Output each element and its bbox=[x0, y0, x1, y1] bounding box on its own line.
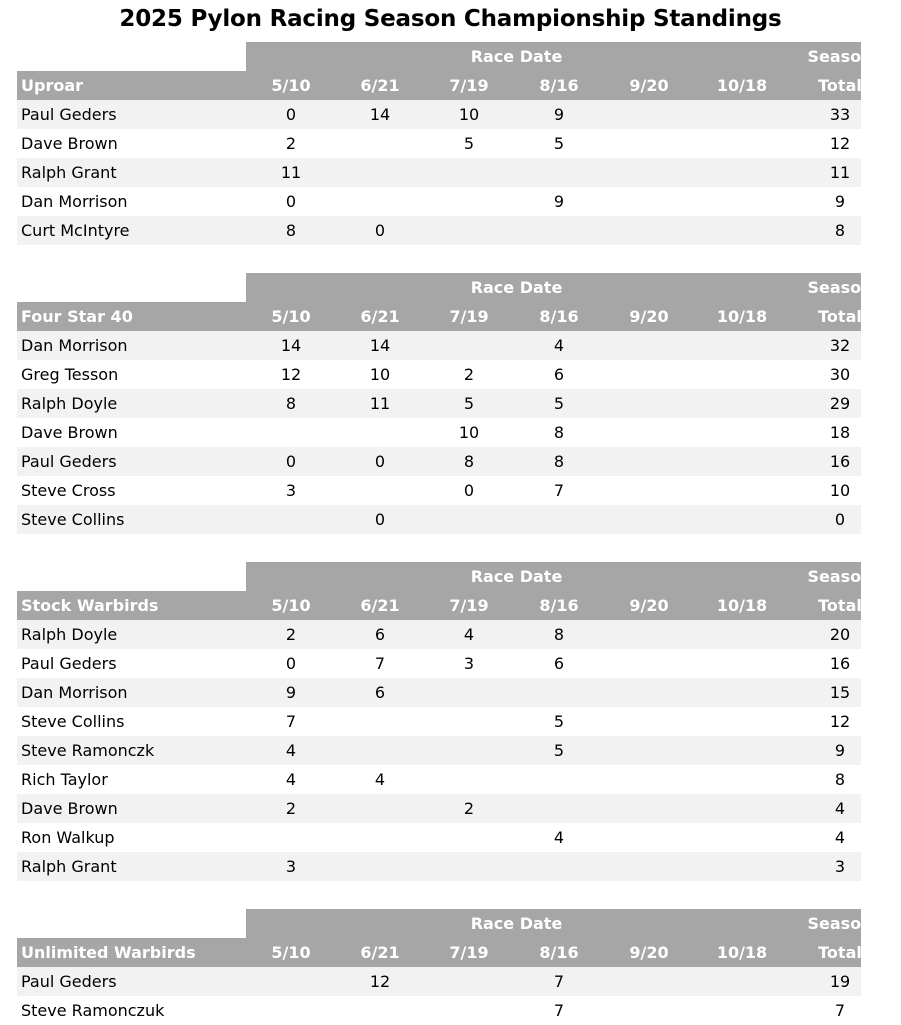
date-header: 10/18 bbox=[716, 76, 768, 95]
total-cell: 3 bbox=[834, 857, 846, 876]
total-cell: 8 bbox=[834, 221, 846, 240]
pilot-name: Rich Taylor bbox=[21, 770, 108, 789]
table-row bbox=[17, 447, 861, 476]
season-header: Season bbox=[807, 278, 873, 297]
table-row bbox=[17, 620, 861, 649]
pilot-name: Steve Collins bbox=[21, 510, 125, 529]
date-header: 9/20 bbox=[629, 76, 669, 95]
score-cell: 2 bbox=[463, 799, 475, 818]
score-cell: 14 bbox=[280, 336, 302, 355]
date-header: 8/16 bbox=[539, 943, 579, 962]
class-name: Stock Warbirds bbox=[21, 596, 159, 615]
total-cell: 10 bbox=[829, 481, 851, 500]
total-cell: 16 bbox=[829, 452, 851, 471]
score-cell: 9 bbox=[285, 683, 297, 702]
table-row bbox=[17, 852, 861, 881]
date-header: 5/10 bbox=[271, 943, 311, 962]
table-row bbox=[17, 967, 861, 996]
total-header: Total bbox=[818, 943, 862, 962]
score-cell: 0 bbox=[285, 654, 297, 673]
total-cell: 11 bbox=[829, 163, 851, 182]
score-cell: 4 bbox=[374, 770, 386, 789]
pilot-name: Dan Morrison bbox=[21, 683, 128, 702]
date-header: 9/20 bbox=[629, 596, 669, 615]
table-row bbox=[17, 996, 861, 1025]
table-row bbox=[17, 649, 861, 678]
class-name: Four Star 40 bbox=[21, 307, 133, 326]
pilot-name: Greg Tesson bbox=[21, 365, 119, 384]
score-cell: 6 bbox=[374, 625, 386, 644]
score-cell: 3 bbox=[463, 654, 475, 673]
score-cell: 11 bbox=[280, 163, 302, 182]
class-name: Uproar bbox=[21, 76, 84, 95]
date-header: 9/20 bbox=[629, 307, 669, 326]
score-cell: 2 bbox=[463, 365, 475, 384]
total-header: Total bbox=[818, 307, 862, 326]
score-cell: 9 bbox=[553, 105, 565, 124]
race-date-header: Race Date bbox=[470, 914, 563, 933]
score-cell: 0 bbox=[285, 452, 297, 471]
total-cell: 30 bbox=[829, 365, 851, 384]
total-header: Total bbox=[818, 76, 862, 95]
pilot-name: Dave Brown bbox=[21, 134, 118, 153]
score-cell: 6 bbox=[374, 683, 386, 702]
date-header: 7/19 bbox=[449, 76, 489, 95]
date-header: 8/16 bbox=[539, 76, 579, 95]
season-header: Season bbox=[807, 567, 873, 586]
pilot-name: Paul Geders bbox=[21, 105, 117, 124]
season-header: Season bbox=[807, 47, 873, 66]
pilot-name: Steve Ramonczk bbox=[21, 741, 155, 760]
date-header: 10/18 bbox=[716, 307, 768, 326]
total-cell: 16 bbox=[829, 654, 851, 673]
table-row bbox=[17, 794, 861, 823]
table-row bbox=[17, 158, 861, 187]
table-row bbox=[17, 418, 861, 447]
race-date-header: Race Date bbox=[470, 47, 563, 66]
score-cell: 0 bbox=[463, 481, 475, 500]
score-cell: 4 bbox=[553, 336, 565, 355]
score-cell: 8 bbox=[285, 221, 297, 240]
date-header: 6/21 bbox=[360, 76, 400, 95]
score-cell: 10 bbox=[458, 105, 480, 124]
race-date-header: Race Date bbox=[470, 567, 563, 586]
table-row bbox=[17, 360, 861, 389]
pilot-name: Dave Brown bbox=[21, 799, 118, 818]
score-cell: 0 bbox=[374, 510, 386, 529]
score-cell: 5 bbox=[463, 394, 475, 413]
date-header: 10/18 bbox=[716, 596, 768, 615]
header-row-group bbox=[246, 909, 873, 938]
pilot-name: Ralph Grant bbox=[21, 857, 117, 876]
class-name: Unlimited Warbirds bbox=[21, 943, 196, 962]
score-cell: 8 bbox=[285, 394, 297, 413]
date-header: 7/19 bbox=[449, 307, 489, 326]
date-header: 6/21 bbox=[360, 596, 400, 615]
date-header: 8/16 bbox=[539, 596, 579, 615]
race-date-header: Race Date bbox=[470, 278, 563, 297]
score-cell: 7 bbox=[553, 972, 565, 991]
class-table bbox=[17, 562, 873, 881]
total-cell: 4 bbox=[834, 828, 846, 847]
class-table bbox=[17, 909, 873, 1025]
score-cell: 0 bbox=[374, 221, 386, 240]
score-cell: 0 bbox=[285, 105, 297, 124]
score-cell: 4 bbox=[285, 770, 297, 789]
score-cell: 2 bbox=[285, 799, 297, 818]
score-cell: 5 bbox=[553, 712, 565, 731]
total-cell: 8 bbox=[834, 770, 846, 789]
header-row-group bbox=[246, 562, 873, 591]
date-header: 7/19 bbox=[449, 943, 489, 962]
table-row bbox=[17, 678, 861, 707]
table-row bbox=[17, 476, 861, 505]
score-cell: 12 bbox=[369, 972, 391, 991]
pilot-name: Paul Geders bbox=[21, 972, 117, 991]
score-cell: 11 bbox=[369, 394, 391, 413]
score-cell: 9 bbox=[553, 192, 565, 211]
total-cell: 33 bbox=[829, 105, 851, 124]
header-row-columns bbox=[17, 938, 861, 967]
date-header: 8/16 bbox=[539, 307, 579, 326]
score-cell: 7 bbox=[553, 481, 565, 500]
score-cell: 0 bbox=[285, 192, 297, 211]
score-cell: 7 bbox=[374, 654, 386, 673]
total-cell: 7 bbox=[834, 1001, 846, 1020]
score-cell: 10 bbox=[458, 423, 480, 442]
header-row-group bbox=[246, 42, 873, 71]
score-cell: 8 bbox=[553, 423, 565, 442]
score-cell: 4 bbox=[463, 625, 475, 644]
pilot-name: Steve Cross bbox=[21, 481, 116, 500]
pilot-name: Curt McIntyre bbox=[21, 221, 130, 240]
score-cell: 6 bbox=[553, 654, 565, 673]
table-row bbox=[17, 129, 861, 158]
score-cell: 14 bbox=[369, 105, 391, 124]
pilot-name: Paul Geders bbox=[21, 452, 117, 471]
score-cell: 0 bbox=[374, 452, 386, 471]
header-row-group bbox=[246, 273, 873, 302]
score-cell: 12 bbox=[280, 365, 302, 384]
score-cell: 2 bbox=[285, 625, 297, 644]
header-row-columns bbox=[17, 71, 861, 100]
total-cell: 19 bbox=[829, 972, 851, 991]
total-cell: 12 bbox=[829, 712, 851, 731]
pilot-name: Dave Brown bbox=[21, 423, 118, 442]
header-row-columns bbox=[17, 591, 861, 620]
table-row bbox=[17, 187, 861, 216]
total-cell: 12 bbox=[829, 134, 851, 153]
date-header: 6/21 bbox=[360, 943, 400, 962]
total-header: Total bbox=[818, 596, 862, 615]
total-cell: 18 bbox=[829, 423, 851, 442]
total-cell: 32 bbox=[829, 336, 851, 355]
pilot-name: Ralph Doyle bbox=[21, 394, 118, 413]
date-header: 6/21 bbox=[360, 307, 400, 326]
score-cell: 6 bbox=[553, 365, 565, 384]
total-cell: 0 bbox=[834, 510, 846, 529]
table-row bbox=[17, 765, 861, 794]
score-cell: 5 bbox=[553, 394, 565, 413]
total-cell: 15 bbox=[829, 683, 851, 702]
score-cell: 10 bbox=[369, 365, 391, 384]
score-cell: 4 bbox=[553, 828, 565, 847]
score-cell: 5 bbox=[553, 134, 565, 153]
pilot-name: Ralph Doyle bbox=[21, 625, 118, 644]
total-cell: 4 bbox=[834, 799, 846, 818]
pilot-name: Dan Morrison bbox=[21, 192, 128, 211]
total-cell: 20 bbox=[829, 625, 851, 644]
date-header: 9/20 bbox=[629, 943, 669, 962]
table-row bbox=[17, 100, 861, 129]
score-cell: 7 bbox=[285, 712, 297, 731]
pilot-name: Ralph Grant bbox=[21, 163, 117, 182]
table-row bbox=[17, 331, 861, 360]
score-cell: 5 bbox=[463, 134, 475, 153]
score-cell: 14 bbox=[369, 336, 391, 355]
score-cell: 5 bbox=[553, 741, 565, 760]
score-cell: 8 bbox=[553, 452, 565, 471]
date-header: 5/10 bbox=[271, 76, 311, 95]
table-row bbox=[17, 736, 861, 765]
class-table bbox=[17, 42, 873, 245]
pilot-name: Ron Walkup bbox=[21, 828, 115, 847]
table-row bbox=[17, 389, 861, 418]
total-cell: 29 bbox=[829, 394, 851, 413]
page-title: 2025 Pylon Racing Season Championship Standings bbox=[119, 6, 782, 32]
date-header: 5/10 bbox=[271, 307, 311, 326]
total-cell: 9 bbox=[834, 192, 846, 211]
date-header: 5/10 bbox=[271, 596, 311, 615]
table-row bbox=[17, 823, 861, 852]
table-row bbox=[17, 505, 861, 534]
class-table bbox=[17, 273, 873, 534]
score-cell: 7 bbox=[553, 1001, 565, 1020]
pilot-name: Steve Collins bbox=[21, 712, 125, 731]
score-cell: 8 bbox=[463, 452, 475, 471]
score-cell: 3 bbox=[285, 857, 297, 876]
season-header: Season bbox=[807, 914, 873, 933]
pilot-name: Dan Morrison bbox=[21, 336, 128, 355]
score-cell: 2 bbox=[285, 134, 297, 153]
date-header: 10/18 bbox=[716, 943, 768, 962]
score-cell: 8 bbox=[553, 625, 565, 644]
date-header: 7/19 bbox=[449, 596, 489, 615]
score-cell: 3 bbox=[285, 481, 297, 500]
table-row bbox=[17, 216, 861, 245]
table-row bbox=[17, 707, 861, 736]
header-row-columns bbox=[17, 302, 861, 331]
pilot-name: Steve Ramonczuk bbox=[21, 1001, 165, 1020]
total-cell: 9 bbox=[834, 741, 846, 760]
score-cell: 4 bbox=[285, 741, 297, 760]
pilot-name: Paul Geders bbox=[21, 654, 117, 673]
